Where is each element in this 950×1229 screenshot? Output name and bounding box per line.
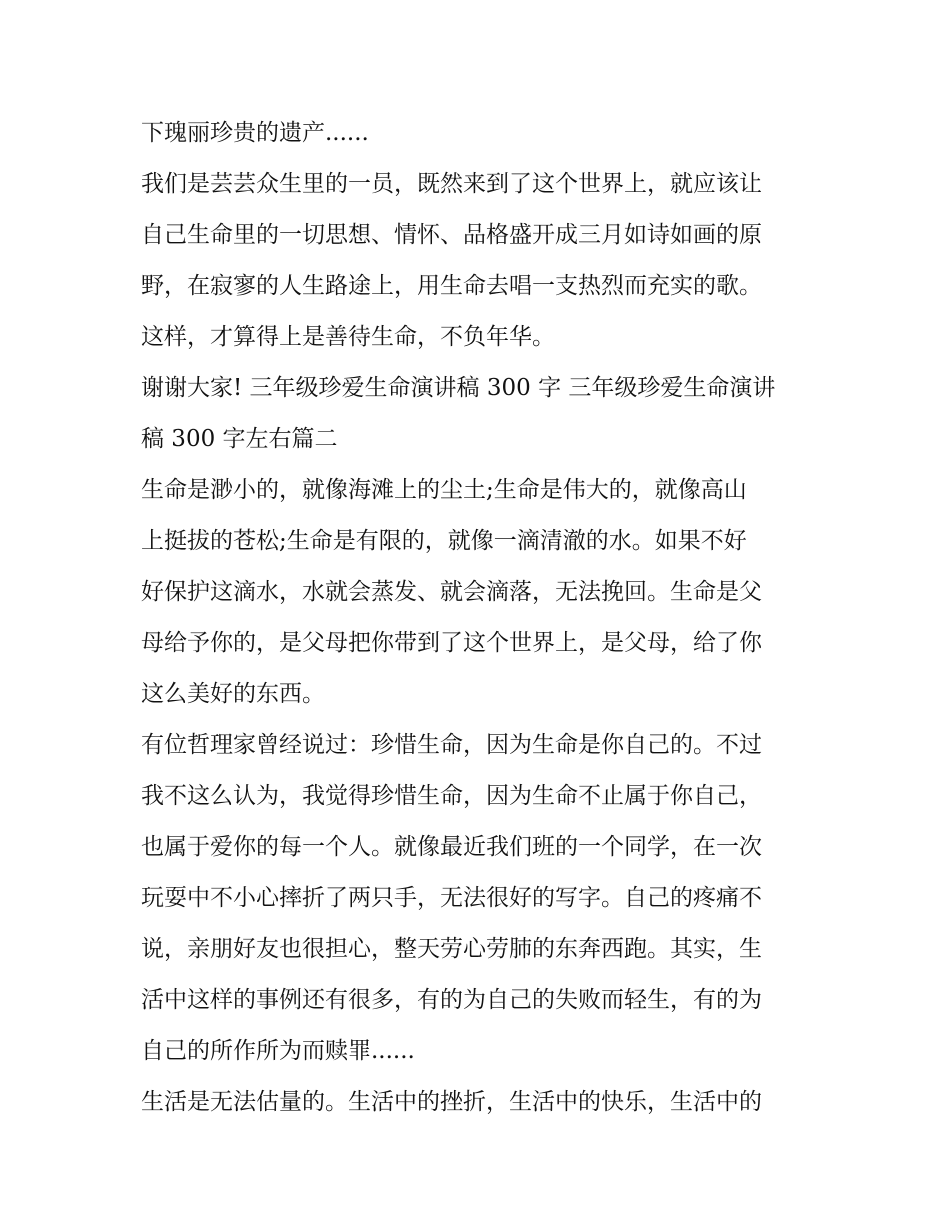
text-line: 自己生命里的一切思想、情怀、品格盛开成三月如诗如画的原 (141, 222, 762, 248)
text-line: 生活是无法估量的。生活中的挫折，生活中的快乐，生活中的 (141, 1089, 762, 1115)
text-line: 母给予你的，是父母把你带到了这个世界上，是父母，给了你 (141, 630, 762, 656)
paragraph-1 (141, 108, 821, 159)
text-line: 好保护这滴水，水就会蒸发、就会滴落，无法挽回。生命是父 (141, 579, 762, 605)
text-line: 自己的所作所为而赎罪...... (141, 1038, 415, 1064)
text-line: 谢谢大家! 三年级珍爱生命演讲稿 300 字 三年级珍爱生命演讲 (141, 375, 776, 401)
paragraph-2 (141, 159, 821, 363)
text-line: 我们是芸芸众生里的一员，既然来到了这个世界上，就应该让 (141, 171, 762, 197)
text-line: 生命是渺小的，就像海滩上的尘土;生命是伟大的，就像高山 (141, 477, 747, 503)
text-line: 稿 300 字左右篇二 (141, 426, 338, 452)
text-line: 野，在寂寥的人生路途上，用生命去唱一支热烈而充实的歌。 (141, 273, 762, 299)
paragraph-3-heading (141, 363, 821, 465)
text-line: 这么美好的东西。 (141, 681, 325, 707)
text-line: 上挺拔的苍松;生命是有限的，就像一滴清澈的水。如果不好 (141, 528, 747, 554)
text-line: 也属于爱你的每一个人。就像最近我们班的一个同学，在一次 (141, 834, 762, 860)
text-line: 说，亲朋好友也很担心，整天劳心劳肺的东奔西跑。其实，生 (141, 936, 762, 962)
text-line: 有位哲理家曾经说过：珍惜生命，因为生命是你自己的。不过 (141, 732, 762, 758)
text-line: 活中这样的事例还有很多，有的为自己的失败而轻生，有的为 (141, 987, 762, 1013)
text-line: 下瑰丽珍贵的遗产...... (141, 120, 369, 146)
paragraph-4 (141, 465, 821, 720)
document-body (141, 108, 821, 1128)
paragraph-6 (141, 1077, 821, 1128)
paragraph-5 (141, 720, 821, 1077)
text-line: 玩耍中不小心摔折了两只手，无法很好的写字。自己的疼痛不 (141, 885, 762, 911)
text-line: 我不这么认为，我觉得珍惜生命，因为生命不止属于你自己， (141, 783, 762, 809)
text-line: 这样，才算得上是善待生命，不负年华。 (141, 324, 555, 350)
